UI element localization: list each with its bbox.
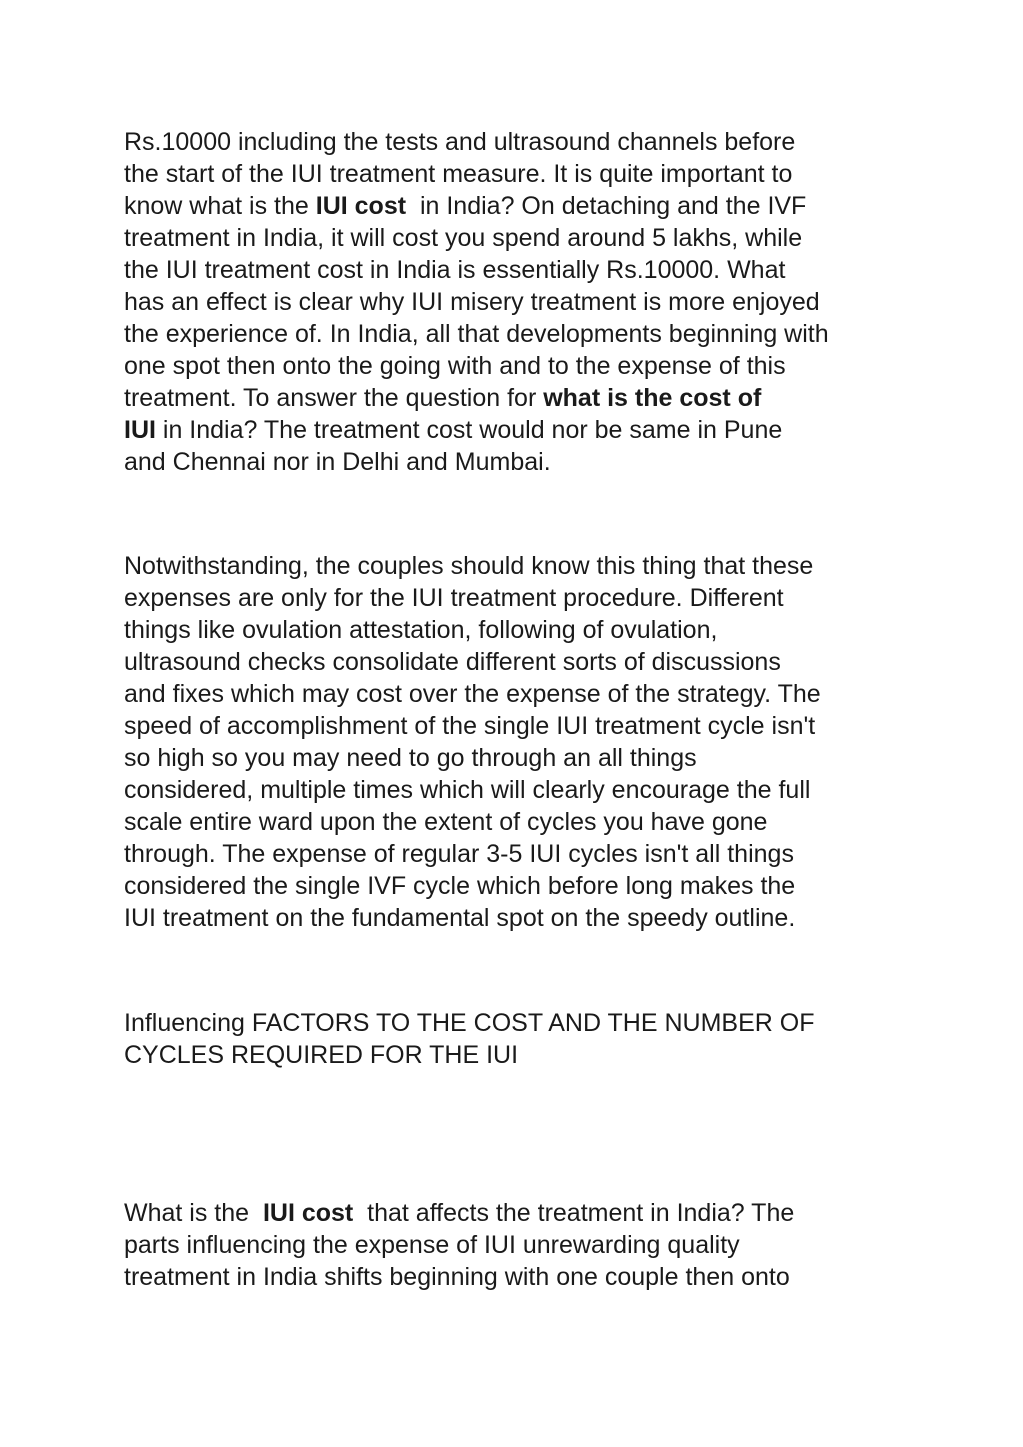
text-line	[124, 382, 904, 414]
text-line	[124, 1229, 904, 1261]
text-line: scale entire ward upon the extent of cycles you have gone	[124, 808, 768, 836]
text-run: has an effect is clear why IUI misery treatment is more enjoyed	[124, 288, 820, 316]
text-run: the experience of. In India, all that developments beginning with	[124, 320, 829, 348]
text-run: Rs.10000 including the tests and ultrasound channels before	[124, 128, 796, 156]
text-line: considered the single IVF cycle which before long makes the	[124, 872, 796, 900]
text-line: so high so you may need to go through an all things	[124, 744, 697, 772]
text-line	[124, 286, 904, 318]
text-line: Notwithstanding, the couples should know this thing that these	[124, 552, 814, 580]
text-run: the IUI treatment cost in India is essentially Rs.10000. What	[124, 256, 786, 284]
heading-line: CYCLES REQUIRED FOR THE IUI	[124, 1041, 519, 1069]
paragraph-expenses	[124, 550, 904, 934]
text-run: treatment. To answer the question for	[124, 384, 544, 412]
text-line: speed of accomplishment of the single IUI treatment cycle isn't	[124, 712, 816, 740]
text-line: and fixes which may cost over the expense of the strategy. The	[124, 680, 821, 708]
text-line	[124, 222, 904, 254]
text-run: parts influencing the expense of IUI unrewarding quality	[124, 1231, 740, 1259]
text-line	[124, 446, 904, 478]
bold-keyword: IUI cost	[262, 1199, 354, 1227]
text-run: What is the	[124, 1199, 263, 1227]
section-heading	[124, 1007, 904, 1071]
text-run: one spot then onto the going with and to the expense of this	[124, 352, 786, 380]
text-run: treatment in India shifts beginning with one couple then onto	[124, 1263, 790, 1291]
paragraph-factors	[124, 1197, 904, 1293]
heading-line: Influencing FACTORS TO THE COST AND THE NUMBER OF	[124, 1009, 815, 1037]
text-line: ultrasound checks consolidate different sorts of discussions	[124, 648, 781, 676]
text-line: through. The expense of regular 3-5 IUI cycles isn't all things	[124, 840, 794, 868]
text-line: considered, multiple times which will clearly encourage the full	[124, 776, 811, 804]
text-line	[124, 318, 904, 350]
text-line	[124, 350, 904, 382]
text-line	[124, 1197, 904, 1229]
text-run: the start of the IUI treatment measure. It is quite important to	[124, 160, 793, 188]
text-line	[124, 158, 904, 190]
text-line: IUI treatment on the fundamental spot on the speedy outline.	[124, 904, 796, 932]
text-line: things like ovulation attestation, following of ovulation,	[124, 616, 718, 644]
text-line	[124, 126, 904, 158]
bold-keyword: IUI	[124, 416, 156, 444]
text-run: in India? On detaching and the IVF	[406, 192, 807, 220]
text-line: expenses are only for the IUI treatment procedure. Different	[124, 584, 784, 612]
bold-keyword: what is the cost of	[543, 384, 762, 412]
text-line	[124, 190, 904, 222]
text-run: and Chennai nor in Delhi and Mumbai.	[124, 448, 551, 476]
text-run: know what is the	[124, 192, 316, 220]
bold-keyword: IUI cost	[315, 192, 407, 220]
paragraph-iui-cost-intro	[124, 126, 904, 478]
text-run: that affects the treatment in India? The	[353, 1199, 795, 1227]
text-run: in India? The treatment cost would nor be same in Pune	[155, 416, 783, 444]
text-line	[124, 414, 904, 446]
text-run: treatment in India, it will cost you spend around 5 lakhs, while	[124, 224, 803, 252]
text-line	[124, 1261, 904, 1293]
text-line	[124, 254, 904, 286]
